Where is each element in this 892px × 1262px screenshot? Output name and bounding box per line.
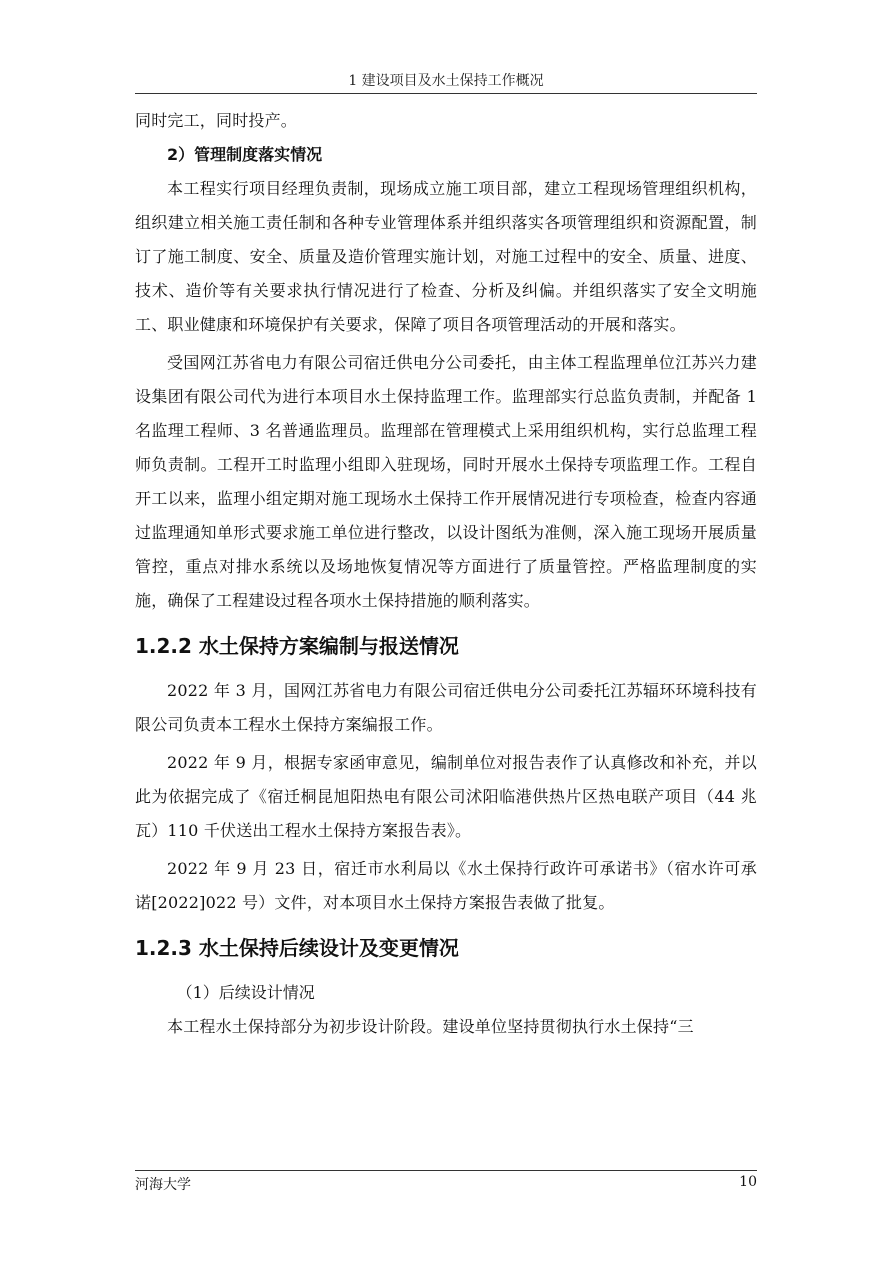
paragraph-continuation: 同时完工，同时投产。 [135,111,298,130]
paragraph-design: 本工程水土保持部分为初步设计阶段。建设单位坚持贯彻执行水土保持“三 [167,1017,694,1036]
page-number: 10 [739,1174,757,1190]
paragraph-approval: 2022 年 9 月 23 日，宿迁市水利局以《水土保持行政许可承诺书》（宿水许可承诺[2022]022 号）文件，对本项目水土保持方案报告表做了批复。 [135,859,757,912]
paragraph-management: 本工程实行项目经理负责制，现场成立施工项目部，建立工程现场管理组织机构，组织建立相关施工责任制和各种专业管理体系并组织落实各项管理组织和资源配置，制订了施工制度、安全、质量及造价管理实施计划，对施工过程中的安全、质量、进度、技术、造价等有关要求执行情况进行了检查、分析及纠偏。并组织落实了安全文明施工、职业健康和环境保护有关要求，保障了项目各项管理活动的开展和落实。 [135,179,757,334]
running-header: 1 建设项目及水土保持工作概况 [348,73,544,89]
paragraph-supervision: 受国网江苏省电力有限公司宿迁供电分公司委托，由主体工程监理单位江苏兴力建设集团有限公司代为进行本项目水土保持监理工作。监理部实行总监负责制，并配备 1 名监理工程师、3 名普通监理员。监理部在管理模式上采用组织机构，实行总监理工程师负责制。工程开工时监理小组即入驻现场，同时开展水土保持专项监理工作。工程自开工以来，监理小组定期对施工现场水土保持工作开展情况进行专项检查，检查内容通过监理通知单形式要求施工单位进行整改，以设计图纸为准侧，深入施工现场开展质量管控，重点对排水系统以及场地恢复情况等方面进行了质量管控。严格监理制度的实施，确保了工程建设过程各项水土保持措施的顺利落实。 [135,353,757,610]
section-heading-1-2-2: 1.2.2 水土保持方案编制与报送情况 [135,634,459,658]
header-rule [135,93,757,94]
subheading-design: （1）后续设计情况 [176,983,315,1002]
footer-rule [135,1170,757,1171]
subheading-management: 2）管理制度落实情况 [167,145,323,164]
section-heading-1-2-3: 1.2.3 水土保持后续设计及变更情况 [135,936,459,960]
paragraph-march-2022: 2022 年 3 月，国网江苏省电力有限公司宿迁供电分公司委托江苏辐环环境科技有限公司负责本工程水土保持方案编报工作。 [135,681,757,734]
footer-organization: 河海大学 [135,1177,191,1193]
paragraph-sept-2022: 2022 年 9 月，根据专家函审意见，编制单位对报告表作了认真修改和补充，并以此为依据完成了《宿迁桐昆旭阳热电有限公司沭阳临港供热片区热电联产项目（44 兆瓦）110 千伏送出工程水土保持方案报告表》。 [135,753,757,840]
page-body [135,104,757,1044]
